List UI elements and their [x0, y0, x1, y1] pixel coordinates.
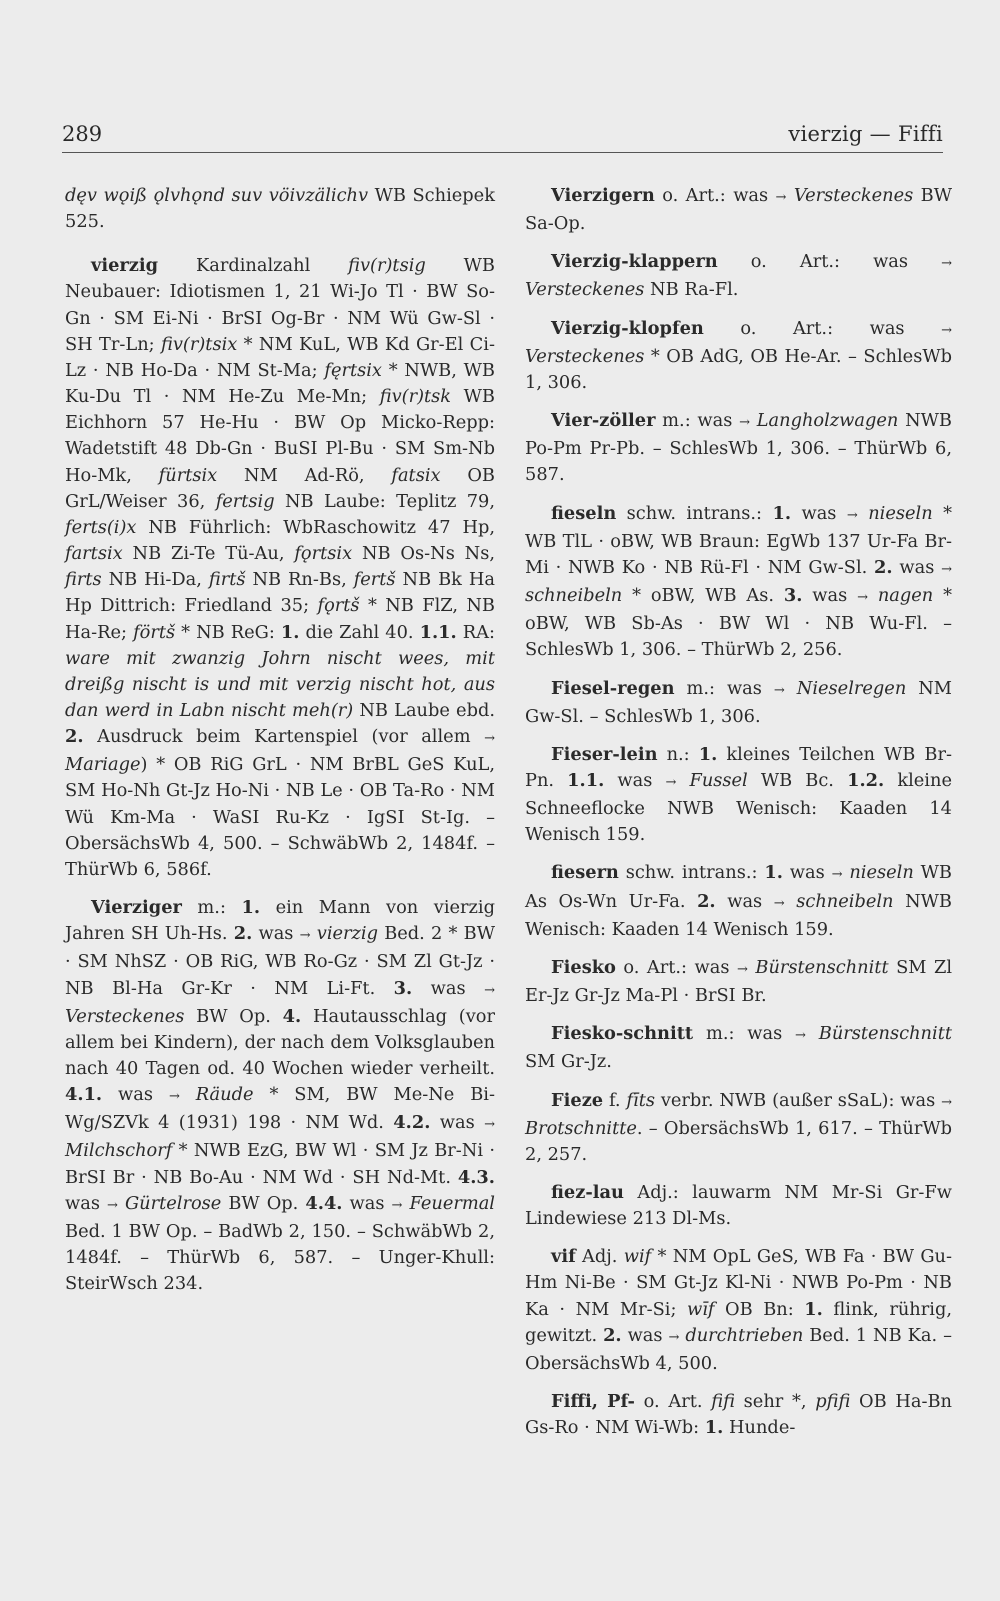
headword: Vierzig-klopfen — [551, 317, 704, 339]
arrow-icon: → — [665, 774, 677, 790]
arrow-icon: → — [168, 1089, 180, 1105]
entry-text: m.: — [181, 897, 242, 919]
entry-text: WB Neubauer: Idiotismen 1, 21 Wi-Jo Tl · BW So-Gn · SM Ei-Ni · BrSI Og-Br · NM Wü Gw-Sl · SH Tr-Ln; — [65, 255, 495, 355]
headword: Vier-zöller — [551, 410, 656, 432]
italic-form: Versteckenes — [525, 279, 645, 301]
entry-text: was — [782, 862, 832, 884]
italic-form: durchtrieben — [685, 1324, 804, 1346]
entry-text — [785, 891, 797, 912]
arrow-icon: → — [775, 190, 787, 205]
sense-number: 2. — [65, 726, 84, 748]
italic-form: firtš — [208, 569, 246, 591]
italic-form: schneibeln — [525, 585, 623, 607]
headword: vierzig — [91, 255, 159, 277]
sense-number: 1.1. — [419, 621, 457, 643]
italic-form: fǫrtsix — [294, 543, 353, 565]
entry-text: was — [412, 977, 485, 999]
entry-fiesern — [525, 860, 952, 942]
headword: Fiffi, Pf- — [551, 1391, 635, 1413]
sense-number: 4.3. — [457, 1166, 495, 1188]
entry-fiesel-regen — [525, 676, 952, 730]
entry-vif — [525, 1244, 952, 1377]
italic-form: ferts(i)x — [65, 516, 137, 538]
arrow-icon: → — [773, 682, 785, 698]
entry-text — [750, 410, 757, 431]
sense-number: 3. — [393, 977, 413, 999]
entry-text: SM Gr-Jz. — [525, 1051, 612, 1073]
entry-text: OB Bn: — [714, 1298, 805, 1320]
entry-text: was — [604, 769, 666, 791]
entry-text: was — [892, 556, 942, 578]
entry-text: NB Bk Ha Hp Dittrich: Friedland 35; — [65, 569, 496, 617]
headword: Fieser-lein — [551, 743, 658, 765]
entry-text: OB Ha-Bn Gs-Ro · NM Wi-Wb: — [525, 1391, 953, 1439]
italic-form: fiv(r)tsig — [348, 255, 426, 277]
sense-number: 1. — [772, 502, 792, 524]
entry-text: NB Führlich: WbRaschowitz 47 Hp, — [136, 516, 495, 538]
header-rule — [62, 152, 943, 153]
entry-text: Adj. — [575, 1246, 624, 1268]
sense-number: 1. — [704, 1417, 724, 1439]
entry-text: * WB TlL · oBW, WB Braun: EgWb 137 Ur-Fa Br-Mi · NWB Ko · NB Rü-Fl · NM Gw-Sl. — [525, 502, 952, 578]
entry-text: OB GrL/Weiser 36, — [65, 464, 495, 512]
italic-form: fifi — [711, 1391, 735, 1413]
running-title: vierzig — Fiffi — [788, 122, 943, 146]
entry-text: kleine Schneeflocke NWB Wenisch: Kaaden 14 Wenisch 159. — [525, 769, 952, 846]
entry-text: NB Zi-Te Tü-Au, — [122, 543, 295, 565]
italic-form: Nieselregen — [796, 677, 907, 699]
sense-number: 1.2. — [847, 769, 885, 791]
headword: Vierziger — [91, 897, 182, 919]
italic-form: Versteckenes — [65, 1005, 185, 1027]
italic-form: pfifi — [815, 1391, 851, 1413]
entry-fieze — [525, 1088, 952, 1168]
entry-text — [180, 1084, 196, 1105]
entry-text: o. Art.: was — [615, 956, 737, 978]
sense-number: 2. — [233, 923, 253, 945]
entry-text: o. Art.: was — [654, 185, 776, 206]
arrow-icon: → — [484, 982, 495, 998]
arrow-icon: → — [941, 561, 952, 577]
italic-form: dęv wǫiß ǫlvhǫnd suv vöivzälichv — [65, 185, 369, 206]
italic-form: fertš — [353, 569, 396, 591]
italic-form: schneibeln — [796, 890, 894, 912]
entry-text: * SM, BW Me-Ne Bi-Wg/SZVk 4 (1931) 198 · NM Wd. — [65, 1084, 495, 1134]
entry-text: Bed. 1 NB Ka. – ObersächsWb 4, 500. — [525, 1324, 952, 1374]
entry-text: NB Os-Ns Ns, — [352, 543, 495, 565]
entry-text: WB Eichhorn 57 He-Hu · BW Op Micko-Repp: Wadetstift 48 Db-Gn · BuSI Pl-Bu · SM Sm-Nb Ho-Mk, — [65, 386, 496, 486]
italic-form: Langholzwagen — [756, 410, 899, 432]
entry-text: BW Op. — [221, 1192, 306, 1214]
headword: fiez-lau — [551, 1182, 624, 1203]
entry-text: * NWB, WB Ku-Du Tl · NM He-Zu Me-Mn; — [65, 359, 495, 408]
entry-text: was — [342, 1192, 392, 1214]
entry-text: * oBW, WB Sb-As · BW Wl · NB Wu-Fl. – SchlesWb 1, 306. – ThürWb 2, 256. — [525, 585, 952, 661]
entry-cont — [65, 183, 495, 235]
arrow-icon: → — [941, 322, 952, 338]
sense-number: 1.1. — [567, 769, 605, 791]
entry-text: Hunde- — [723, 1417, 796, 1439]
entry-text: WB As Os-Wn Ur-Fa. — [525, 862, 952, 912]
left-column — [65, 183, 495, 1309]
entry-text: Bed. 2 * BW · SM NhSZ · OB RiG, WB Ro-Gz · SM Zl Gt-Jz · NB Bl-Ha Gr-Kr · NM Li-Ft. — [65, 923, 495, 999]
entry-text: was — [791, 502, 847, 524]
italic-form: ware mit zwanzig Johrn nischt wees, mit dreißg nischt is und mit verzig nischt hot, aus dan werd in Labn nischt meh(r) — [65, 647, 495, 721]
entry-text: NB Laube: Teplitz 79, — [274, 490, 495, 512]
sense-number: 3. — [783, 585, 803, 607]
entry-vierzigern — [525, 183, 952, 237]
entry-text: m.: was — [693, 1023, 796, 1045]
italic-form: Milchschorf — [65, 1140, 173, 1162]
entry-text: was — [252, 923, 300, 945]
entry-text: SM Zl Er-Jz Gr-Jz Ma-Pl · BrSI Br. — [525, 956, 953, 1007]
entry-text: NWB Po-Pm Pr-Pb. – SchlesWb 1, 306. – ThürWb 6, 587. — [525, 410, 952, 486]
sense-number: 4.2. — [393, 1112, 431, 1134]
entry-text: was — [621, 1324, 669, 1346]
italic-form: fǫrtš — [317, 595, 360, 617]
entry-text: o. Art. — [634, 1391, 712, 1413]
entry-text: Kardinalzahl — [158, 255, 349, 277]
sense-number: 1. — [698, 743, 718, 765]
entry-text: NM Ad-Rö, — [217, 464, 392, 486]
entry-text — [868, 585, 878, 606]
entry-text: WB Bc. — [747, 769, 848, 791]
sense-number: 1. — [764, 862, 783, 884]
entry-text: o. Art.: was — [717, 251, 942, 273]
entry-text — [676, 770, 689, 791]
entry-text: BW Sa-Op. — [525, 185, 952, 235]
entry-text: verbr. NWB (außer sSaL): was — [654, 1089, 942, 1111]
entry-fieser-lein — [525, 742, 952, 849]
headword: vif — [551, 1246, 576, 1268]
italic-form: förtš — [133, 621, 176, 643]
entry-text: NB Ra-Fl. — [644, 279, 739, 301]
entry-text: kleines Teilchen WB Br-Pn. — [525, 743, 952, 791]
arrow-icon: → — [857, 590, 868, 606]
italic-form: wīf — [687, 1298, 715, 1320]
entry-fiez-lau — [525, 1180, 952, 1232]
entry-text: was — [65, 1192, 107, 1214]
entry-text: schw. intrans.: — [618, 862, 765, 884]
entry-text: was — [802, 585, 858, 607]
entry-text: NM Gw-Sl. – SchlesWb 1, 306. — [525, 677, 953, 727]
arrow-icon: → — [773, 895, 785, 911]
entry-fiesko-schnitt — [525, 1021, 952, 1075]
entry-text: m.: was — [655, 410, 740, 432]
entry-text: Adj.: lauwarm NM Mr-Si Gr-Fw Lindewiese 213 Dl-Ms. — [525, 1182, 952, 1230]
sense-number: 4.1. — [65, 1084, 103, 1106]
italic-form: fīts — [626, 1089, 655, 1111]
entry-text: n.: — [657, 743, 699, 765]
entry-text: * oBW, WB As. — [622, 585, 784, 607]
arrow-icon: → — [736, 961, 748, 977]
entry-text: die Zahl 40. — [299, 621, 420, 643]
italic-form: fertsig — [215, 490, 275, 512]
sense-number: 1. — [241, 897, 261, 919]
arrow-icon: → — [106, 1197, 118, 1213]
entry-text: schw. intrans.: — [616, 502, 773, 524]
entry-text — [858, 503, 868, 524]
arrow-icon: → — [941, 256, 952, 272]
italic-form: nieseln — [868, 502, 933, 524]
entry-text: NWB Wenisch: Kaaden 14 Wenisch 159. — [525, 890, 953, 940]
italic-form: fiv(r)tsix — [161, 333, 238, 355]
page-number: 289 — [62, 122, 103, 146]
headword: Vierzigern — [551, 185, 655, 206]
arrow-icon: → — [299, 928, 311, 944]
entry-text — [785, 678, 797, 699]
sense-number: 2. — [874, 556, 893, 578]
sense-number: 1. — [280, 621, 300, 643]
arrow-icon: → — [739, 415, 750, 431]
italic-form: nagen — [877, 585, 934, 607]
entry-text: NB Rn-Bs, — [245, 569, 354, 591]
italic-form: fęrtsix — [324, 359, 382, 381]
entry-text: Bed. 1 BW Op. – BadWb 2, 150. – SchwäbWb 2, 1484f. – ThürWb 6, 587. – Unger-Khull: SteirWsch 234. — [65, 1220, 495, 1295]
sense-number: 4.4. — [305, 1192, 343, 1214]
italic-form: fiv(r)tsk — [379, 386, 452, 408]
arrow-icon: → — [391, 1197, 403, 1213]
arrow-icon: → — [846, 507, 858, 523]
entry-text: sehr *, — [734, 1391, 816, 1413]
italic-form: Bürstenschnitt — [818, 1023, 952, 1045]
entry-text: RA: — [456, 621, 496, 643]
italic-form: Brotschnitte — [525, 1117, 637, 1139]
italic-form: Versteckenes — [525, 345, 645, 367]
entry-vierziger — [65, 895, 495, 1297]
entry-vierzig — [65, 253, 495, 883]
italic-form: Gürtelrose — [124, 1192, 222, 1214]
headword: Vierzig-klappern — [551, 251, 718, 273]
entry-fiesko — [525, 955, 952, 1009]
arrow-icon: → — [795, 1028, 806, 1044]
entry-text: NB Hi-Da, — [101, 569, 209, 591]
entry-text: * NM OpL GeS, WB Fa · BW Gu-Hm Ni-Be · SM Gt-Jz Kl-Ni · NWB Po-Pm · NB Ka · NM Mr-Si; — [525, 1246, 952, 1320]
italic-form: nieseln — [849, 862, 914, 884]
italic-form: Versteckenes — [793, 185, 914, 206]
entry-text: was — [715, 890, 774, 912]
headword: Fiesko — [551, 956, 616, 978]
italic-form: Räude — [195, 1084, 254, 1106]
headword: fiesern — [551, 862, 619, 884]
entry-text: m.: was — [674, 677, 774, 699]
entry-text — [118, 1193, 125, 1214]
entry-vierzig-klappern — [525, 249, 952, 303]
arrow-icon: → — [668, 1329, 680, 1345]
arrow-icon: → — [484, 731, 495, 747]
right-column — [525, 183, 952, 1453]
entry-fiffi — [525, 1389, 952, 1441]
italic-form: wif — [623, 1246, 652, 1268]
entry-text: . – ObersächsWb 1, 617. – ThürWb 2, 257. — [525, 1117, 952, 1165]
entry-text: WB Schiepek 525. — [65, 185, 495, 233]
entry-text: * NM KuL, WB Kd Gr-El Ci-Lz · NB Ho-Da · NM St-Ma; — [65, 333, 495, 381]
sense-number: 1. — [804, 1298, 823, 1320]
italic-form: Bürstenschnitt — [755, 956, 889, 978]
entry-text: Hautausschlag (vor allem bei Kindern), der nach dem Volksglauben nach 40 Tagen od. 40 Wochen wieder verheilt. — [65, 1005, 495, 1079]
italic-form: fatsix — [391, 464, 441, 486]
headword: Fieze — [551, 1089, 604, 1111]
entry-text: ) * OB RiG GrL · NM BrBL GeS KuL, SM Ho-Nh Gt-Jz Ho-Ni · NB Le · OB Ta-Ro · NM Wü Km-Ma · WaSI Ru-Kz · IgSI St-Ig. – ObersächsWb 4, 500. – SchwäbWb 2, 1484f. – ThürWb 6, 586f. — [65, 754, 495, 880]
entry-text: ein Mann von vierzig Jahren SH Uh-Hs. — [65, 897, 495, 945]
sense-number: 2. — [697, 890, 716, 912]
arrow-icon: → — [831, 867, 843, 883]
entry-text: BW Op. — [184, 1005, 283, 1027]
italic-form: firts — [65, 569, 102, 591]
headword: Fiesko-schnitt — [551, 1023, 694, 1045]
entry-vier-zoeller — [525, 408, 952, 488]
headword: fieseln — [551, 502, 617, 524]
italic-form: Feuermal — [409, 1192, 495, 1214]
entry-text: * NB ReG: — [175, 621, 281, 643]
entry-text: flink, rührig, gewitzt. — [525, 1298, 952, 1346]
entry-vierzig-klopfen — [525, 316, 952, 396]
entry-text: was — [102, 1084, 169, 1106]
entry-text: NB Laube ebd. — [353, 699, 495, 721]
entry-text: f. — [603, 1089, 627, 1111]
sense-number: 2. — [603, 1324, 622, 1346]
entry-text: was — [430, 1112, 485, 1134]
entry-text: Ausdruck beim Kartenspiel (vor allem — [83, 726, 485, 748]
entry-text: o. Art.: was — [703, 317, 942, 339]
sense-number: 4. — [282, 1005, 302, 1027]
entry-text — [806, 1023, 819, 1044]
italic-form: Mariage — [65, 754, 141, 776]
entry-fieseln — [525, 501, 952, 664]
italic-form: Fussel — [689, 769, 748, 791]
entry-text: * OB AdG, OB He-Ar. – SchlesWb 1, 306. — [525, 345, 952, 393]
italic-form: fürtsix — [158, 464, 218, 486]
entry-text — [786, 185, 793, 206]
arrow-icon: → — [484, 1117, 495, 1133]
arrow-icon: → — [941, 1094, 953, 1110]
entry-text: * NB FlZ, NB Ha-Re; — [65, 595, 495, 643]
entry-text: * NWB EzG, BW Wl · SM Jz Br-Ni · BrSI Br · NB Bo-Au · NM Wd · SH Nd-Mt. — [65, 1140, 495, 1188]
italic-form: vierzig — [316, 923, 378, 945]
italic-form: fartsix — [65, 543, 123, 565]
headword: Fiesel-regen — [551, 677, 675, 699]
